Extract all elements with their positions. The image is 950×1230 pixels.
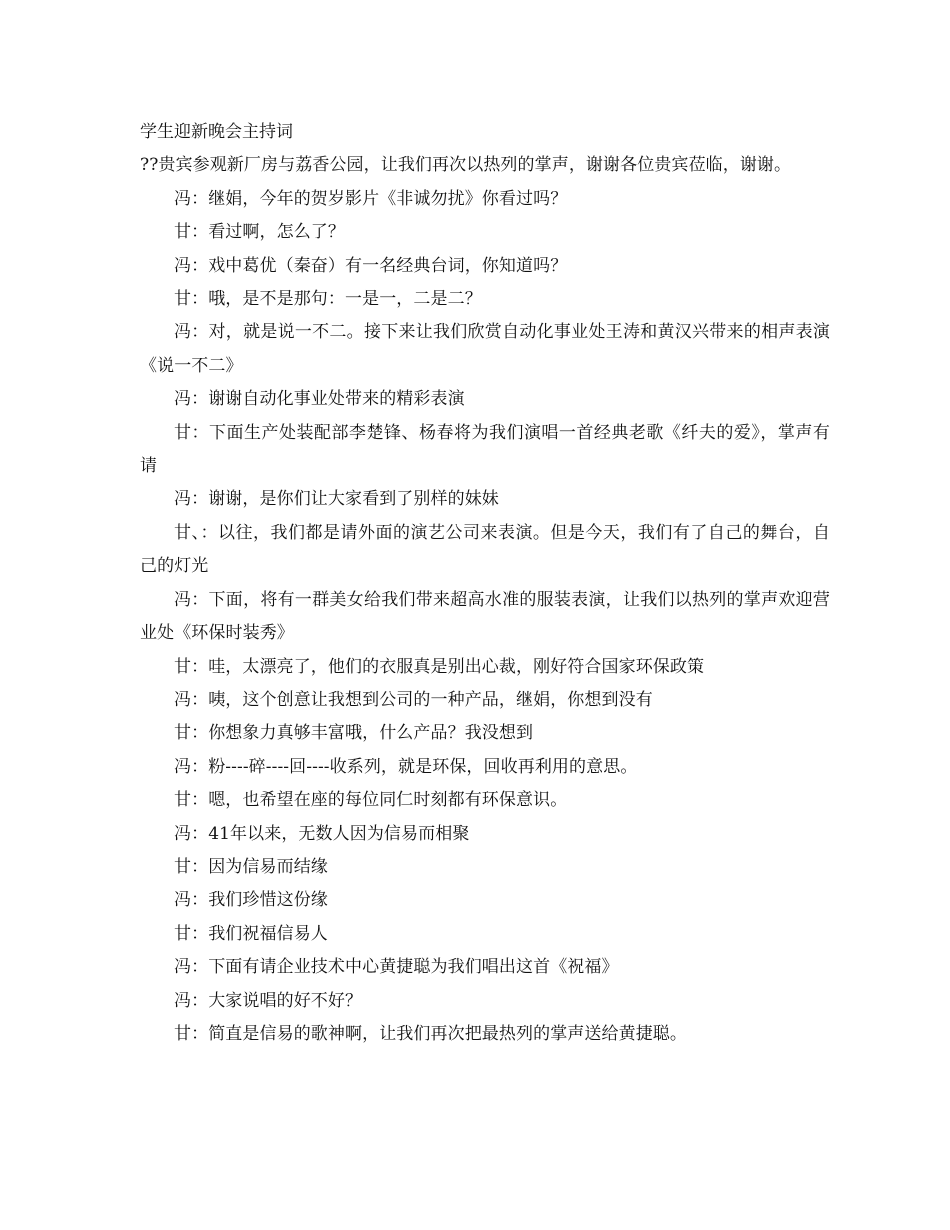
paragraph: 甘：简直是信易的歌神啊，让我们再次把最热列的掌声送给黄捷聪。 [174,1023,687,1044]
paragraph: 冯：大家说唱的好不好？ [174,990,363,1011]
paragraph: 冯：咦，这个创意让我想到公司的一种产品，继娟，你想到没有 [174,689,653,710]
paragraph: 甘：哇，太漂亮了，他们的衣服真是别出心裁，刚好符合国家环保政策 [174,656,705,677]
paragraph: 冯：下面有请企业技术中心黄捷聪为我们唱出这首《祝福》 [174,957,619,978]
paragraph: 甘：哦，是不是那句：一是一，二是二？ [174,289,482,310]
document-title: 学生迎新晚会主持词 [140,122,293,142]
paragraph-list [140,149,830,1051]
paragraph: 冯：继娟，今年的贺岁影片《非诚勿扰》你看过吗？ [174,188,568,209]
paragraph: 甘、：以往，我们都是请外面的演艺公司来表演。但是今天，我们有了自己的舞台，自己的灯光 [140,522,830,577]
document-body [140,116,830,1051]
paragraph: 冯：对，就是说一不二。接下来让我们欣赏自动化事业处王涛和黄汉兴带来的相声表演《说一不二》 [140,322,830,376]
paragraph: 冯：谢谢，是你们让大家看到了别样的妹妹 [174,489,499,510]
paragraph: 甘：嗯，也希望在座的每位同仁时刻都有环保意识。 [174,790,568,811]
paragraph: 冯：戏中葛优（秦奋）有一名经典台词，你知道吗？ [174,255,568,276]
paragraph: 冯：谢谢自动化事业处带来的精彩表演 [174,389,465,410]
paragraph: 甘：下面生产处装配部李楚锋、杨春将为我们演唱一首经典老歌《纤夫的爱》，掌声有请 [140,422,830,477]
paragraph: 甘：我们祝福信易人 [174,923,328,944]
paragraph: 冯：我们珍惜这份缘 [174,890,328,911]
paragraph: 甘：你想象力真够丰富哦，什么产品？我没想到 [174,723,534,744]
paragraph: 甘：因为信易而结缘 [174,856,328,877]
paragraph: 甘：看过啊，怎么了？ [174,222,345,243]
paragraph: 冯：粉----碎----回----收系列，就是环保，回收再利用的意思。 [174,756,638,777]
paragraph: ??贵宾参观新厂房与荔香公园，让我们再次以热列的掌声，谢谢各位贵宾莅临，谢谢。 [140,155,792,176]
paragraph: 冯：41年以来，无数人因为信易而相聚 [174,823,470,844]
paragraph: 冯：下面，将有一群美女给我们带来超高水准的服装表演，让我们以热列的掌声欢迎营业处《环保时装秀》 [140,589,830,644]
